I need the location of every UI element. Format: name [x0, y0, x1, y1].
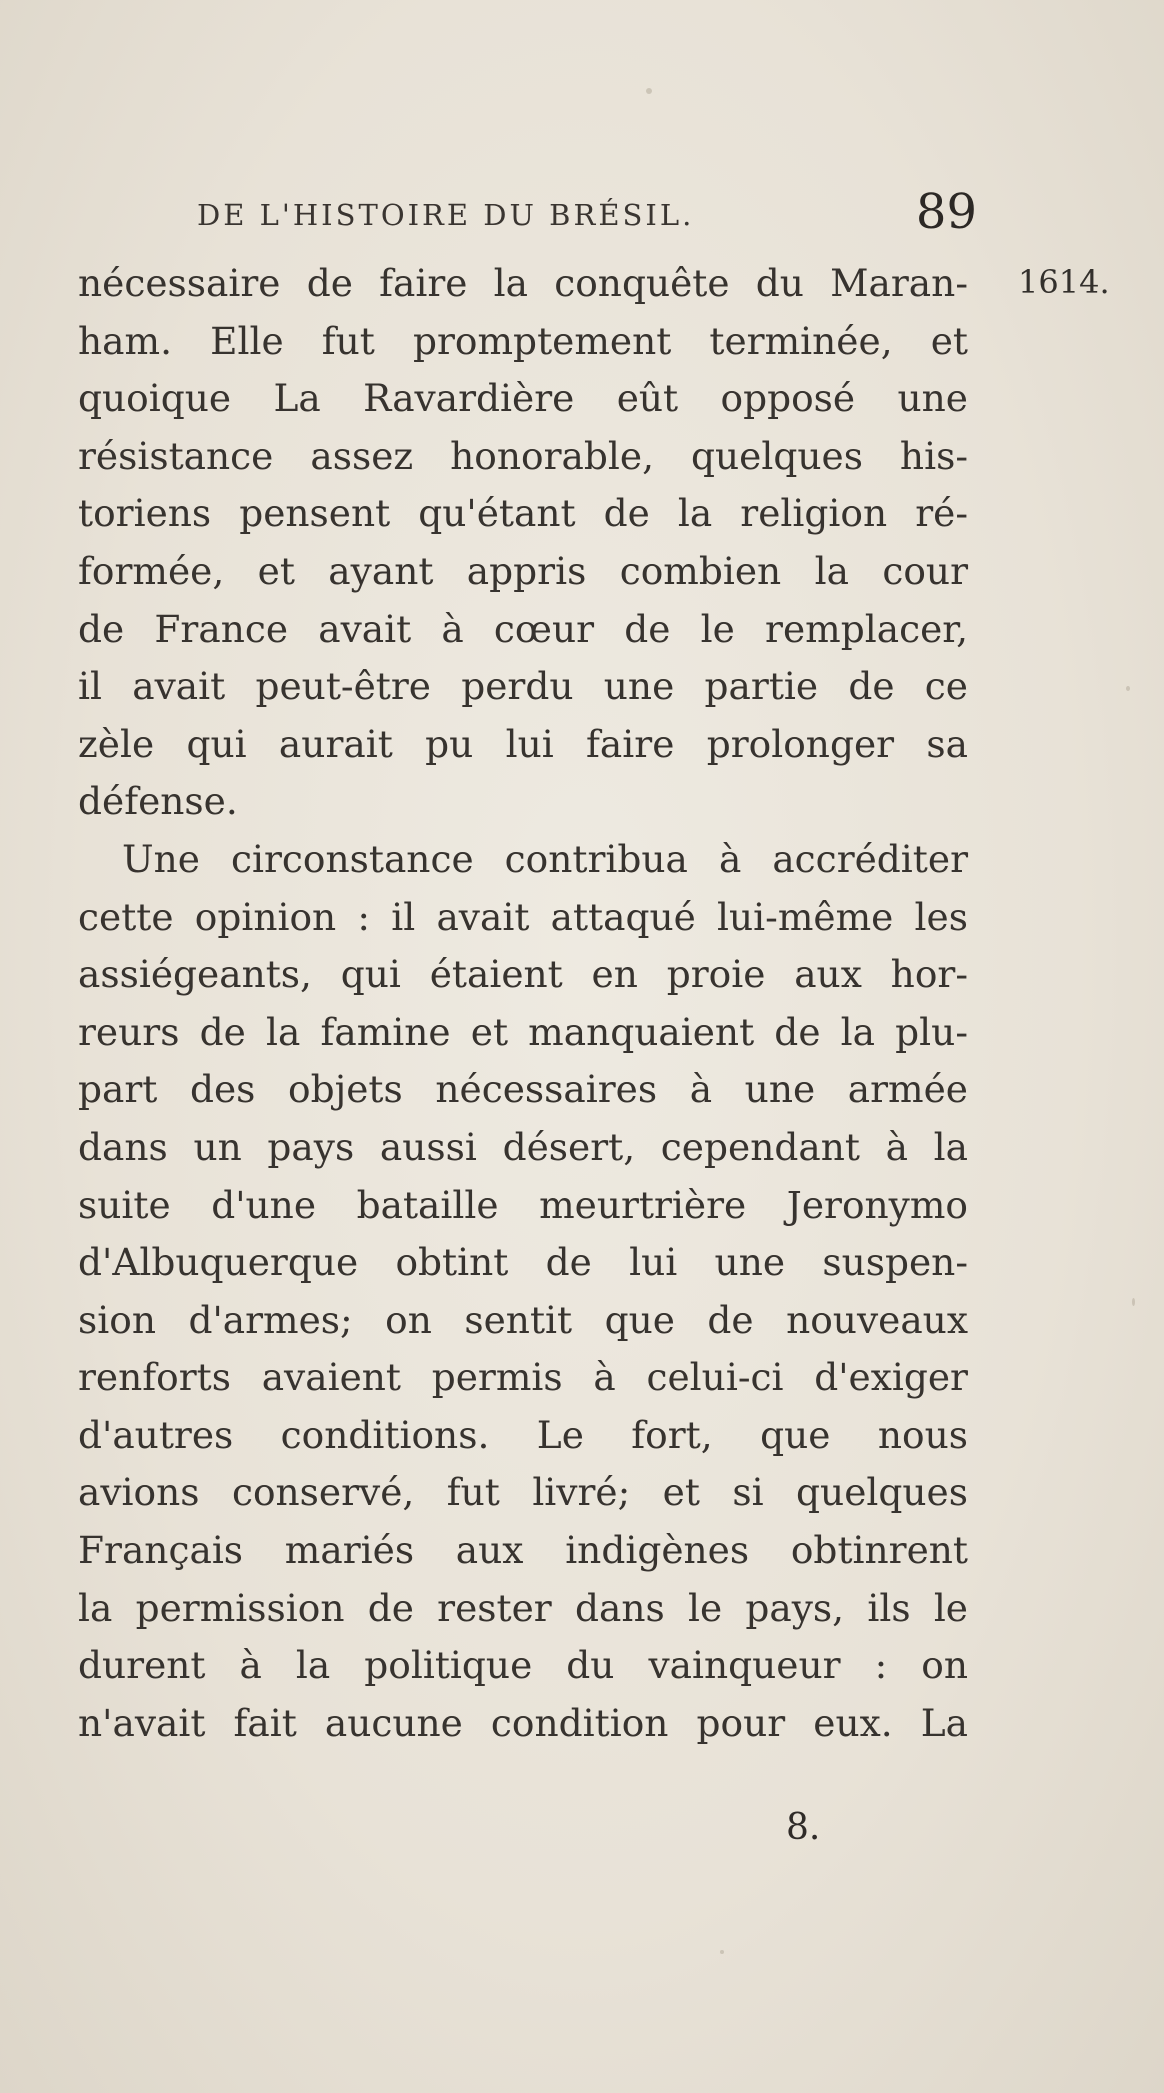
signature-mark: 8.: [786, 1807, 821, 1848]
text-line: ham. Elle fut promptement terminée, et: [78, 318, 968, 363]
paper-speck: [1126, 686, 1130, 691]
text-line: durent à la politique du vainqueur : on: [78, 1643, 968, 1688]
text-line: cette opinion : il avait attaqué lui-même les: [78, 894, 968, 939]
margin-year-note: 1614.: [1018, 263, 1110, 301]
text-line: avions conservé, fut livré; et si quelques: [78, 1470, 968, 1515]
text-line: résistance assez honorable, quelques his-: [78, 433, 968, 478]
page-number: 89: [915, 184, 977, 240]
running-title: DE L'HISTOIRE DU BRÉSIL.: [197, 198, 695, 232]
text-line: sion d'armes; on sentit que de nouveaux: [78, 1297, 968, 1342]
text-line: assiégeants, qui étaient en proie aux hor-: [78, 952, 968, 997]
paper-speck: [1132, 1298, 1135, 1306]
paragraph-first-line: Une circonstance contribua à accréditer: [122, 836, 968, 881]
text-line: défense.: [78, 779, 238, 824]
text-line: dans un pays aussi désert, cependant à la: [78, 1124, 968, 1169]
text-line: d'Albuquerque obtint de lui une suspen-: [78, 1240, 968, 1285]
paper-speck: [720, 1950, 724, 1954]
text-line: toriens pensent qu'étant de la religion ré-: [78, 491, 968, 536]
text-line: Français mariés aux indigènes obtinrent: [78, 1528, 968, 1573]
text-line: n'avait fait aucune condition pour eux. La: [78, 1700, 968, 1745]
text-line: il avait peut-être perdu une partie de ce: [78, 664, 968, 709]
text-line: reurs de la famine et manquaient de la plu-: [78, 1009, 968, 1054]
text-line: d'autres conditions. Le fort, que nous: [78, 1412, 968, 1457]
running-head: [197, 184, 977, 250]
text-line: de France avait à cœur de le remplacer,: [78, 606, 968, 651]
paper-speck: [646, 88, 652, 94]
body-text: [78, 255, 968, 1752]
text-line: part des objets nécessaires à une armée: [78, 1067, 968, 1112]
text-line: formée, et ayant appris combien la cour: [78, 548, 968, 593]
text-line: nécessaire de faire la conquête du Maran-: [78, 261, 968, 305]
text-line: quoique La Ravardière eût opposé une: [78, 376, 968, 421]
text-line: renforts avaient permis à celui-ci d'exiger: [78, 1355, 968, 1400]
text-line: zèle qui aurait pu lui faire prolonger sa: [78, 721, 968, 766]
text-line: suite d'une bataille meurtrière Jeronymo: [78, 1182, 968, 1227]
text-line: la permission de rester dans le pays, ils le: [78, 1585, 968, 1630]
